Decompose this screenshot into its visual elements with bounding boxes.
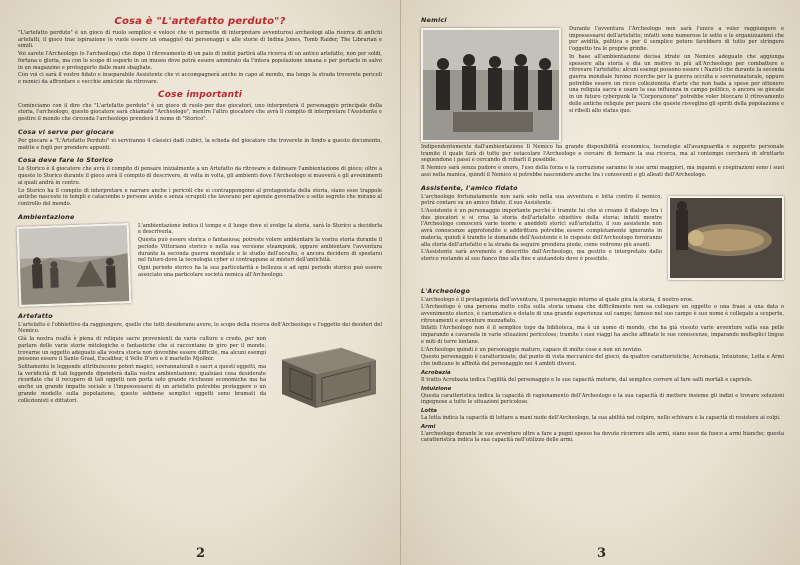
- section-title-archeologo: L'Archeologo: [421, 286, 471, 295]
- page-number: 2: [196, 546, 206, 561]
- artefatto-paragraph: Solitamente le leggende attribuiscono poteri magici, sovrannaturali o sacri a questi oggetti, ma la veridicità di tali leggende dipenderà dalla vostra ambientazione; qualsiasi cosa desiderate ricordate che il recupero di tali oggetti non porta solo grande ricchezze economiche ma ha anche un grande impatto sociale e l'impossessarsi di un artefatto potrebbe proteggere o un grande modello sulla popolazione, questo sebbene semplici oggetti sono bramati da collezionisti e dittatori.: [18, 363, 266, 404]
- needs-paragraph: Per giocare a "L'Artefatto Perduto" vi serviranno 4 classici dadi cubici, la scheda del giocatore che troverete in fondo a questo documento, matite e fogli per prendere appunti.: [18, 137, 382, 151]
- stone-chest-image: [272, 338, 382, 416]
- sarcophagus-photo: [668, 196, 784, 280]
- archeologo-paragraph: Questo personaggio è caratterizzato, dal punto di vista meccanico del gioco, da quattro caratteristiche, Acrobazia, Intuizione, Lotta e Armi che indicano le affinità del personaggio nei 4 ambiti diversi.: [421, 354, 784, 368]
- ambientazione-paragraph: Ogni periodo storico ha la sua particolarità e bellezza e ad ogni periodo storico può essere associato una particolare società nemica all'Archeologo.: [138, 264, 382, 278]
- trait-title-armi: Armi: [421, 423, 436, 430]
- page-number: 3: [597, 546, 607, 561]
- page-title: Cosa è "L'artefatto perduto"?: [114, 16, 286, 27]
- section-title-nemici: Nemici: [421, 16, 447, 24]
- nemici-paragraph: In base all'ambientazione decisa idrate un Nemico adeguato che aggiunga spessore alla storia e dia un motivo in più all'Archeologo per combattere e ritrovare l'artefatto; alcuni esempi possono essere i Nazisti che durante la seconda guerra mondiale furono ricerche per la guerra occulta e sovvrannaturale, oppure potrebbe essere un ricco collezionista d'arte che non bada a spese per ottenere una reliquia sacra e usare la sua influenza in campo politico, o ancora se giocate in un futuro cyberpunk la "Corporazione" potrebbe voler bloccare il ritrovamento delle antiche reliquie per paura che queste risveglino gli spiriti della popolazione e si ribelli allo status quo.: [569, 53, 784, 114]
- important-paragraph: Cominciamo con il dire che "L'artefatto perduto" è un gioco di ruolo per due giocatori, uno interpreterà il personaggio principale della storia, l'archeologo, questo giocatore sarà chiamato "Archeologo", mentre l'altro giocatore che avrà il compito di interpretare l'Assistente e gestire il mondo che circonda l'archeologo prenderà il nome di "Storico".: [18, 102, 382, 123]
- archeologo-paragraph: L'archeologo è il protagonista dell'avventura, il personaggio intorno al quale gira la storia, il nostro eroe.: [421, 296, 694, 303]
- trait-text: Questa caratteristica indica la capacità di ragionamento dell'Archeologo e la sua capacità di mettere insieme gli indizi e trovare soluzioni ingegnose a tutte le situazioni pericolose.: [421, 392, 784, 406]
- right-page: [400, 0, 800, 565]
- archeologo-paragraph: Infatti l'Archeologo non è il semplice topo da biblioteca, ma è un uomo di mondo, che ha già vissuto varie avventure sulla sua pelle imparando a cavarsela in varie situazioni pericolose; tramite i suoi viaggi ha anche affinato le sue conoscenze, imparando molteplici lingue e miti di terre lontane.: [421, 325, 784, 345]
- trait-title-acrobazia: Acrobazia: [421, 369, 451, 376]
- trait-title-lotta: Lotta: [421, 407, 437, 414]
- trait-title-intuizione: Intuizione: [421, 385, 452, 392]
- storico-paragraph: Lo Storico ha il compito di interpretare e narrare anche i pericoli che si contrappongono al protagonista della storia, siano esse trappole antiche nascoste in templi e catacombe o persone avide e senza scrupoli che lavorano per agenzie governative o sette segrete che mirano al controllo del mondo.: [18, 187, 382, 207]
- section-title-ambientazione: Ambientazione: [18, 212, 75, 221]
- section-title-artefatto: Artefatto: [18, 311, 53, 320]
- ambientazione-paragraph: Questa può essere storica o fantasiosa; potreste volere ambientare la vostra storia durante il periodo Vittoriano storico o nella sua versione steampunk, oppure ambientare l'avventura durante la seconda guerra mondiale e le studio dell'occulto, o ancora decidere di spostarsi nel futuro dove la tecnologia cyber si contrappone ai misteri dell'antichità.: [138, 237, 382, 264]
- section-title-needs: Cosa vi serve per giocare: [18, 127, 115, 136]
- trait-text: L'archeologo durante le sue avventure oltre a fare a pugni spesso ha dovuto ricorrere alle armi, siano esse da fuoco a armi bianche; questa caratteristica indica la sua capacità nell'utilizzo delle armi.: [421, 430, 784, 444]
- archeologo-paragraph: L'Archeologo quindi è un personaggio maturo, capace di molte cose e non un novizio.: [421, 346, 643, 353]
- section-title-storico: Cosa deve fare lo Storico: [18, 156, 114, 165]
- artefatto-paragraph: Già la nostra realtà è piena di reliquie sacre provenienti da varie culture e credo, per non parlare delle varie storie mitologiche e fantastiche che si raccontano in giro per il mondo. trovarne un oggetto adeguato alla vostra storia non dovrebbe essere difficile, ma alcuni esempi possono essere il Santo Graal, Excalibur, il Vello D'oro e il martello Mjollnir.: [18, 336, 266, 363]
- nemici-paragraph: Il Nemico sarà senza pudore e onore, l'uso della forza e la corruzione saranno le sue armi maggiori, ma inganni e cospirazioni sono i suoi assi nella manica, quindi il Nemico si potrebbe nascondere anche tra i conoscenti e gli alleati dell'Archeologo.: [421, 165, 784, 178]
- soldiers-photo: [421, 28, 561, 142]
- assistente-paragraph: L'archeologo fortunatamente non sarà solo nella sua avventura e lotta contro il nemico, potrà contare su un amico fidato, il suo Assistente.: [421, 193, 662, 207]
- section-title-important: Cose importanti: [157, 89, 243, 100]
- intro-paragraph: Voi sarete l'Archeologo (o l'archeologa) che dopo il ritrovamento di un paio di indizi partirà alla ricerca di un antico artefatto, non per soldi, fortuna e gloria, ma con lo scopo di esporlo in un museo dove potrà essere ammirato da l'intera popolazione umana o per portarlo in salvo in un magazzino e proteggerlo dalle mani sbagliate.: [18, 51, 382, 71]
- intro-paragraph: "L'artefatto perduto" è un gioco di ruolo semplice e veloce che vi permette di interpretare avventurosi archeologi alla ricerca di antichi artefatti, il gioco trae ispirazione (e vuole essere un omaggio) dai personaggi e alle storie di Indina Jones, Tomb Raider, The Librarian e simili.: [18, 30, 382, 50]
- intro-paragraph: Con voi ci sarà il vostro fidato e inseparabile Assistente che vi accompagnerà anche in capo al mondo, ma lungo la strada troverete pericoli e nemici da affrontare e vecchie amicizie da ritrovare.: [18, 72, 382, 86]
- trait-text: La lotta indica la capacità di lottare a mani nude dell'Archeologo, la sua abilità nel colpire, nello schivare e la capacità di resistere ai colpi.: [421, 414, 781, 421]
- storico-paragraph: Lo Storico è il giocatore che avrà il compito di pensare inizialmente a un Artefatto da ritrovare e delineare l'ambientazione di gioco; oltre a questo lo Storico durante il gioco avrà il compito di descrivere, di volta in volta, gli ambienti dove l'Archeologo si muoverà e gli avvenimenti ai quali andrà in contro.: [18, 166, 382, 186]
- artefatto-paragraph: L'artefatto è l'obbiettivo da raggiungere, quello che tutti desiderano avere, lo scopo della ricerca dell'Archeologo e l'oggetto dei desideri del Nemico.: [18, 321, 382, 335]
- trait-text: Il tratto Acrobazia indica l'agilità del personaggio e le sue capacità motorie, dal semplice correre al fare salti mortali e capriole.: [421, 376, 753, 383]
- assistente-paragraph: L'Assistente sarà avvenente e descritto dall'Archeologo, ma gestito e interpretato dallo storico restando al suo fianco fino alla fine e aiutandolo dove è possibile.: [421, 249, 662, 263]
- section-title-assistente: Assistente, l'amico fidato: [421, 183, 518, 192]
- assistente-paragraph: L'Assistente è un personaggio importante perché è tramite lui che si creano il dialogo tra i due giocatori e si crea la storia dell'artefatto obiettivo della storia; infatti mentre l'Archeologo conoscerà varie teorie e aneddoti storici sull'artefatto, il suo assistente non avrà conoscenze approfondite e addirittura potrebbe essere completamente ignorante in materia, quindi è tramite le domande dell'Assistente e le risposte dell'Archeologo forniranno alla storia dell'artefatto e la strada da seguire prendera piede, come vedremo più avanti.: [421, 208, 662, 248]
- archeologo-paragraph: L'Archeologo è una persona molto colta sulla storia umana che difficilmente non sa collegare un oggetto o una frase a una data o avvenimento storico, è carismatico e dotato di una grande esperienza sul campo; famoso nel suo campo è suo nome è collegato a scoperte, ritrovamenti e avventure mozzafiato.: [421, 304, 784, 324]
- desert-expedition-photo: [17, 223, 132, 307]
- nemici-paragraph: Indipendentemente dall'ambientazione Il Nemico ha grande disponibilità economica, tecnologie all'avanguardia e supporto personale tramite il quale farà di tutto per ostacolare l'Archeologo e cercare di fermare la sua ricerca, ma al contempo cercherà di sfruttarlo seguendone i passi e cercando di rubarli il possibile.: [421, 144, 784, 164]
- ambientazione-paragraph: L'ambientazione indica il tempo e il luogo dove si svolge la storia, sarà lo Storico a deciderla e descriverla.: [138, 222, 382, 236]
- nemici-paragraph: Durante l'avventura l'Archeologo non sarà l'unico a voler raggiungere e impossessarsi dell'artefatto; infatti sono numerose le sette e le organizzazioni che per avidità, politica o per il semplice potere farebbero di tutto per stringere l'oggetto tra le proprie grinfie.: [569, 26, 784, 53]
